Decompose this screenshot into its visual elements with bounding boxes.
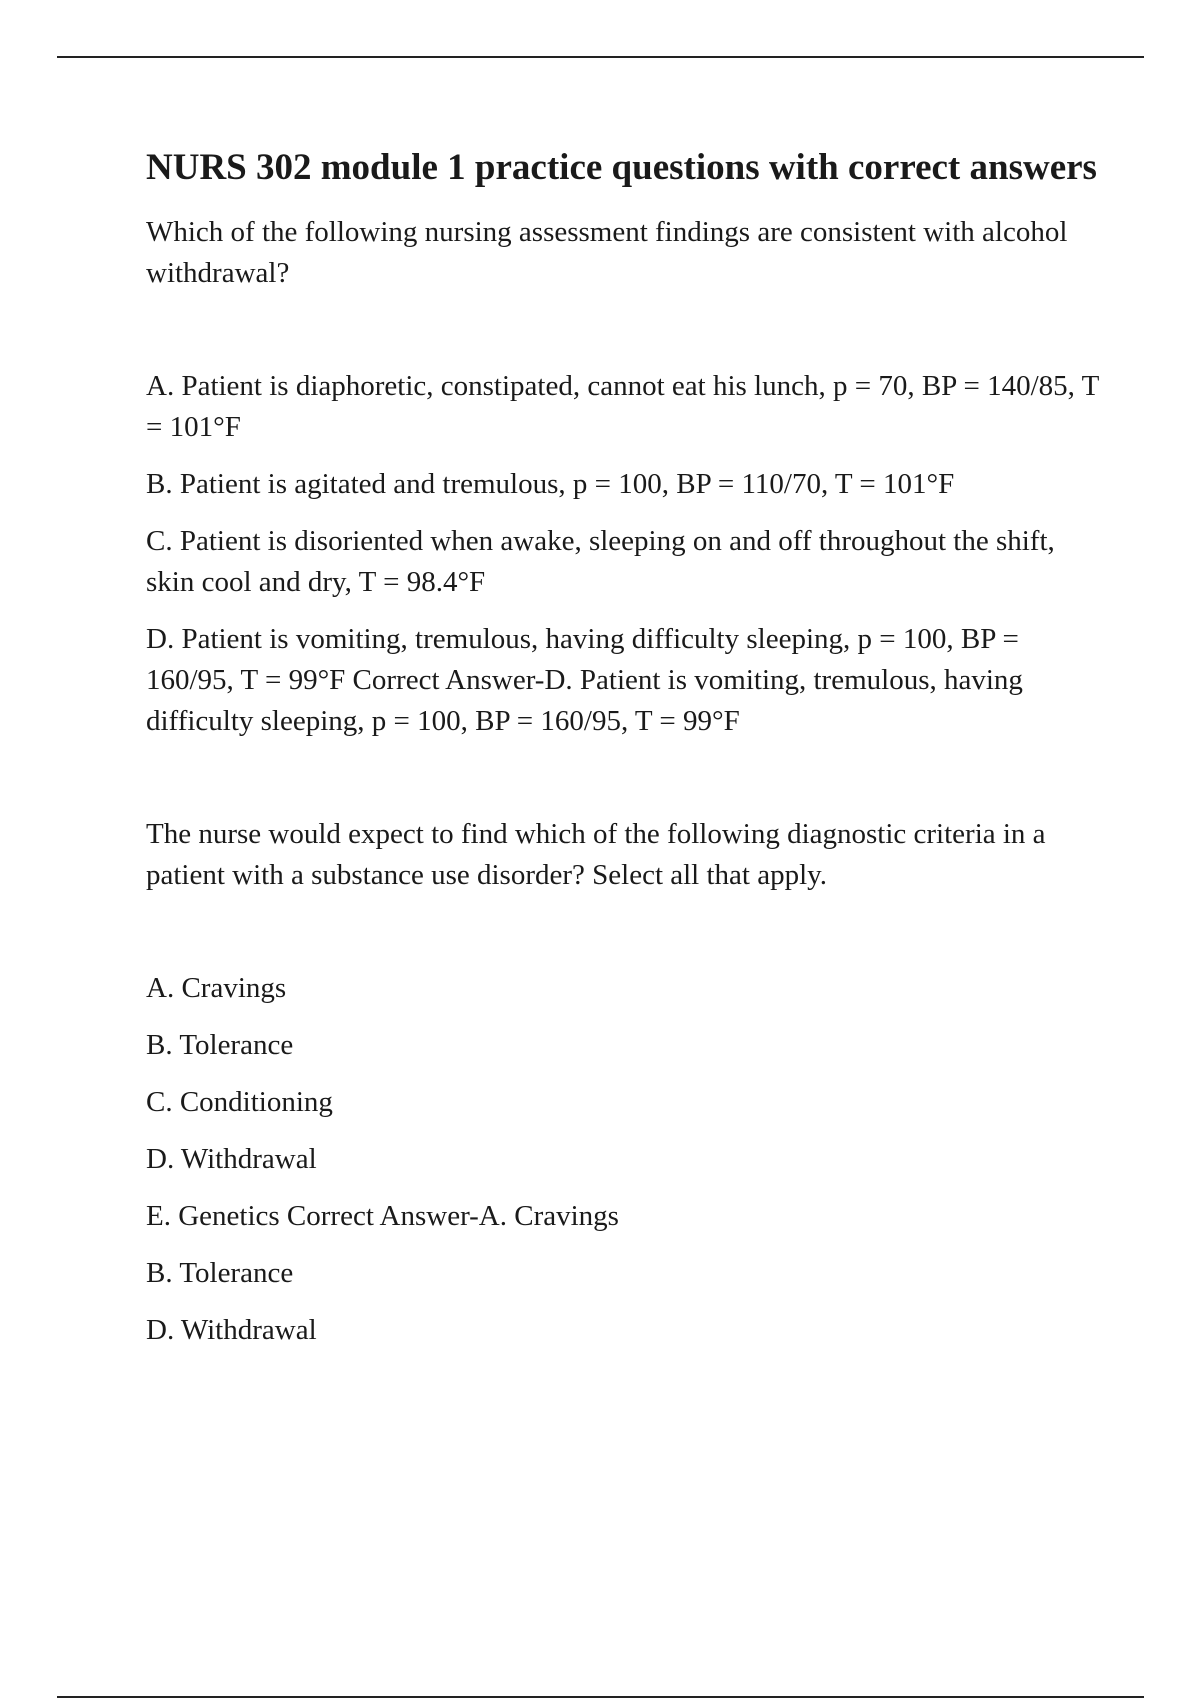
question-2-option-d: D. Withdrawal xyxy=(146,1143,317,1175)
question-2-prompt: The nurse would expect to find which of the following diagnostic criteria in a patient with a substance use disorder? Select all that apply. xyxy=(146,818,1046,891)
question-1-option-a: A. Patient is diaphoretic, constipated, cannot eat his lunch, p = 70, BP = 140/85, T = 101°F xyxy=(146,370,1099,443)
question-1-option-c: C. Patient is disoriented when awake, sleeping on and off throughout the shift, skin cool and dry, T = 98.4°F xyxy=(146,525,1055,598)
question-1-option-b: B. Patient is agitated and tremulous, p = 100, BP = 110/70, T = 101°F xyxy=(146,468,955,500)
question-2-option-c: C. Conditioning xyxy=(146,1086,333,1118)
question-2-option-a: A. Cravings xyxy=(146,972,287,1004)
question-2-answer-d: D. Withdrawal xyxy=(146,1314,317,1346)
document-body xyxy=(146,142,1106,1367)
question-1-prompt: Which of the following nursing assessment findings are consistent with alcohol withdrawal? xyxy=(146,216,1068,289)
top-rule xyxy=(57,56,1144,58)
question-2-option-b: B. Tolerance xyxy=(146,1029,294,1061)
question-1-option-d-answer: D. Patient is vomiting, tremulous, having difficulty sleeping, p = 100, BP = 160/95, T = 99°F Correct Answer-D. Patient is vomiting, tremulous, having difficulty sleeping, p = 100, BP = 160/95, T = 99°F xyxy=(146,623,1023,737)
question-2-answer-b: B. Tolerance xyxy=(146,1257,294,1289)
question-2-option-e-answer: E. Genetics Correct Answer-A. Cravings xyxy=(146,1200,619,1232)
question-2 xyxy=(146,814,1106,1351)
question-1 xyxy=(146,212,1106,742)
bottom-rule xyxy=(57,1696,1144,1698)
document-title: NURS 302 module 1 practice questions with correct answers xyxy=(146,147,1097,188)
